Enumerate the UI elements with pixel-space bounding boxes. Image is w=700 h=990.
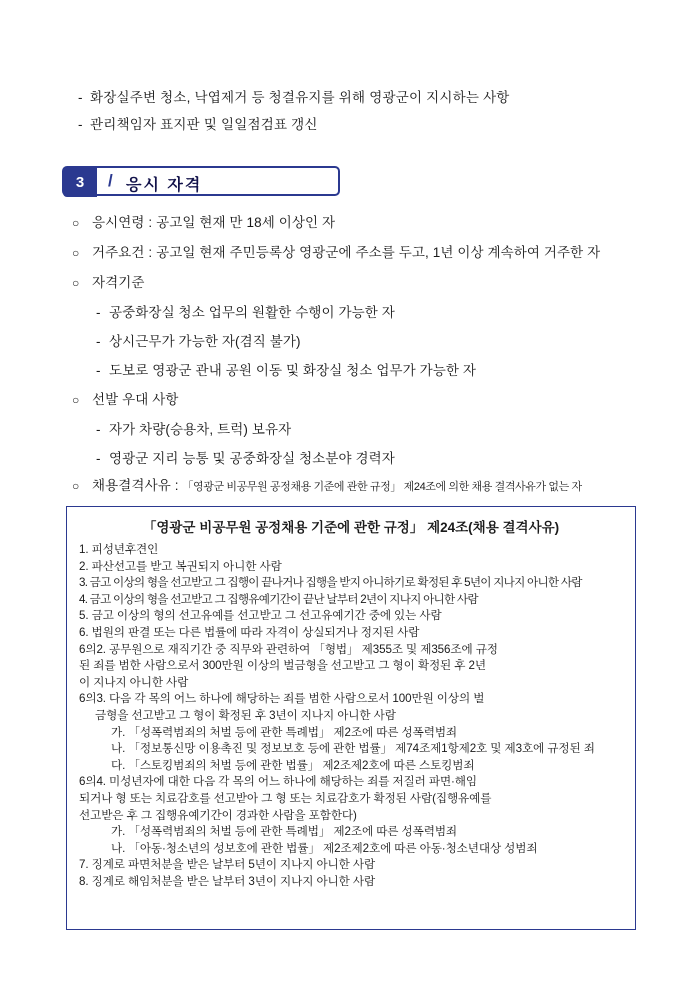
regulation-subitem: 가. 「성폭력범죄의 처벌 등에 관한 특례법」 제2조에 따른 성폭력범죄: [111, 725, 458, 739]
list-item: [72, 385, 684, 415]
sub-list-item: [72, 415, 684, 444]
dash-marker: -: [78, 90, 83, 105]
list-item: [72, 268, 684, 298]
regulation-subitem: 다. 「스토킹범죄의 처벌 등에 관한 법률」 제2조제2호에 따른 스토킹범죄: [111, 758, 475, 772]
regulation-item: 8. 징계로 해임처분을 받은 날부터 3년이 지나지 아니한 사람: [79, 874, 376, 888]
sub-list-item: [72, 327, 684, 356]
sub-list-item: [72, 298, 684, 327]
list-item-text: 자격기준: [92, 275, 145, 290]
circle-marker: ○: [72, 393, 80, 407]
circle-marker: ○: [72, 216, 80, 230]
list-item: [72, 208, 684, 238]
sub-list-item-text: 도보로 영광군 관내 공원 이동 및 화장실 청소 업무가 가능한 자: [109, 363, 477, 378]
regulation-subitem: 나. 「정보통신망 이용촉진 및 정보보호 등에 관한 법률」 제74조제1항제2호 및 제3호에 규정된 죄: [111, 742, 595, 756]
regulation-subitem: 가. 「성폭력범죄의 처벌 등에 관한 특례법」 제2조에 따른 성폭력범죄: [111, 825, 458, 839]
disqual-label: 채용결격사유 :: [92, 478, 183, 493]
top-notes-group: [78, 84, 678, 138]
section-number: 3: [63, 167, 97, 197]
sub-list-item: [72, 356, 684, 385]
dash-marker: -: [96, 451, 101, 466]
regulation-item: 5. 금고 이상의 형의 선고유예를 선고받고 그 선고유예기간 중에 있는 사람: [79, 609, 442, 623]
regulation-item-list: [67, 542, 635, 890]
sub-list-item-text: 상시근무가 가능한 자(겸직 불가): [109, 334, 301, 349]
regulation-item: 4. 금고 이상의 형을 선고받고 그 집행유예기간이 끝난 날부터 2년이 지나지 아니한 사람: [79, 592, 478, 606]
regulation-item: 7. 징계로 파면처분을 받은 날부터 5년이 지나지 아니한 사람: [79, 858, 376, 872]
dash-marker: -: [96, 334, 101, 349]
regulation-item: 1. 피성년후견인: [79, 543, 159, 556]
circle-marker: ○: [72, 479, 80, 493]
qualification-list: [72, 208, 684, 500]
regulation-item: 6의2. 공무원으로 재직기간 중 직무와 관련하여 「형법」 제355조 및 제356조에 규정: [79, 642, 498, 656]
disqual-regulation-name: 「영광군 비공무원 공정채용 기준에 관한 규정」: [182, 481, 401, 493]
regulation-item-cont: 금형을 선고받고 그 형이 확정된 후 3년이 지나지 아니한 사람: [95, 708, 396, 722]
list-item: [72, 238, 684, 268]
regulation-item-cont: 되거나 형 또는 치료감호를 선고받아 그 형 또는 치료감호가 확정된 사람(집행유예를: [79, 791, 492, 805]
regulation-item: 6. 법원의 판결 또는 다른 법률에 따라 자격이 상실되거나 정지된 사람: [79, 625, 420, 639]
dash-marker: -: [96, 305, 101, 320]
regulation-item: 6의4. 미성년자에 대한 다음 각 목의 어느 하나에 해당하는 죄를 저질러 파면·해임: [79, 775, 477, 789]
sub-list-item-text: 자가 차량(승용차, 트럭) 보유자: [109, 422, 292, 437]
disqualification-note: [72, 473, 684, 500]
top-note-text: 관리책임자 표지판 및 일일점검표 갱신: [90, 117, 318, 132]
regulation-subitem: 나. 「아동·청소년의 성보호에 관한 법률」 제2조제2호에 따른 아동·청소년대상 성범죄: [111, 841, 538, 855]
regulation-box-title: 「영광군 비공무원 공정채용 기준에 관한 규정」 제24조(채용 결격사유): [142, 520, 560, 535]
regulation-item: 6의3. 다음 각 목의 어느 하나에 해당하는 죄를 범한 사람으로서 100만원 이상의 벌: [79, 692, 485, 706]
top-note-line: [78, 84, 678, 111]
sub-list-item-text: 영광군 지리 능통 및 공중화장실 청소분야 경력자: [109, 451, 395, 466]
list-item-text: 선발 우대 사항: [92, 392, 179, 407]
top-note-text: 화장실주변 청소, 낙엽제거 등 청결유지를 위해 영광군이 지시하는 사항: [90, 90, 510, 105]
section-header: [62, 166, 340, 196]
dash-marker: -: [96, 363, 101, 378]
disqual-tail: 제24조에 의한 채용 결격사유가 없는 자: [400, 481, 582, 493]
dash-marker: -: [78, 117, 83, 132]
section-slash: /: [108, 171, 113, 190]
list-item-text: 응시연령 : 공고일 현재 만 18세 이상인 자: [92, 215, 336, 230]
page-title: 응시 자격: [126, 176, 203, 194]
dash-marker: -: [96, 422, 101, 437]
regulation-item-cont: 이 지나지 아니한 사람: [79, 675, 189, 689]
regulation-item-cont: 선고받은 후 그 집행유예기간이 경과한 사람을 포함한다): [79, 808, 357, 822]
regulation-box: [66, 506, 636, 930]
circle-marker: ○: [72, 276, 80, 290]
circle-marker: ○: [72, 246, 80, 260]
regulation-item: 3. 금고 이상의 형을 선고받고 그 집행이 끝나거나 집행을 받지 아니하기로 확정된 후 5년이 지나지 아니한 사람: [79, 576, 582, 590]
regulation-item: 2. 파산선고를 받고 복권되지 아니한 사람: [79, 559, 282, 573]
sub-list-item-text: 공중화장실 청소 업무의 원활한 수행이 가능한 자: [109, 305, 395, 320]
top-note-line: [78, 111, 678, 138]
regulation-item-cont: 된 죄를 범한 사람으로서 300만원 이상의 벌금형을 선고받고 그 형이 확정된 후 2년: [79, 659, 486, 673]
list-item-text: 거주요건 : 공고일 현재 주민등록상 영광군에 주소를 두고, 1년 이상 계속하여 거주한 자: [92, 245, 601, 260]
sub-list-item: [72, 444, 684, 473]
